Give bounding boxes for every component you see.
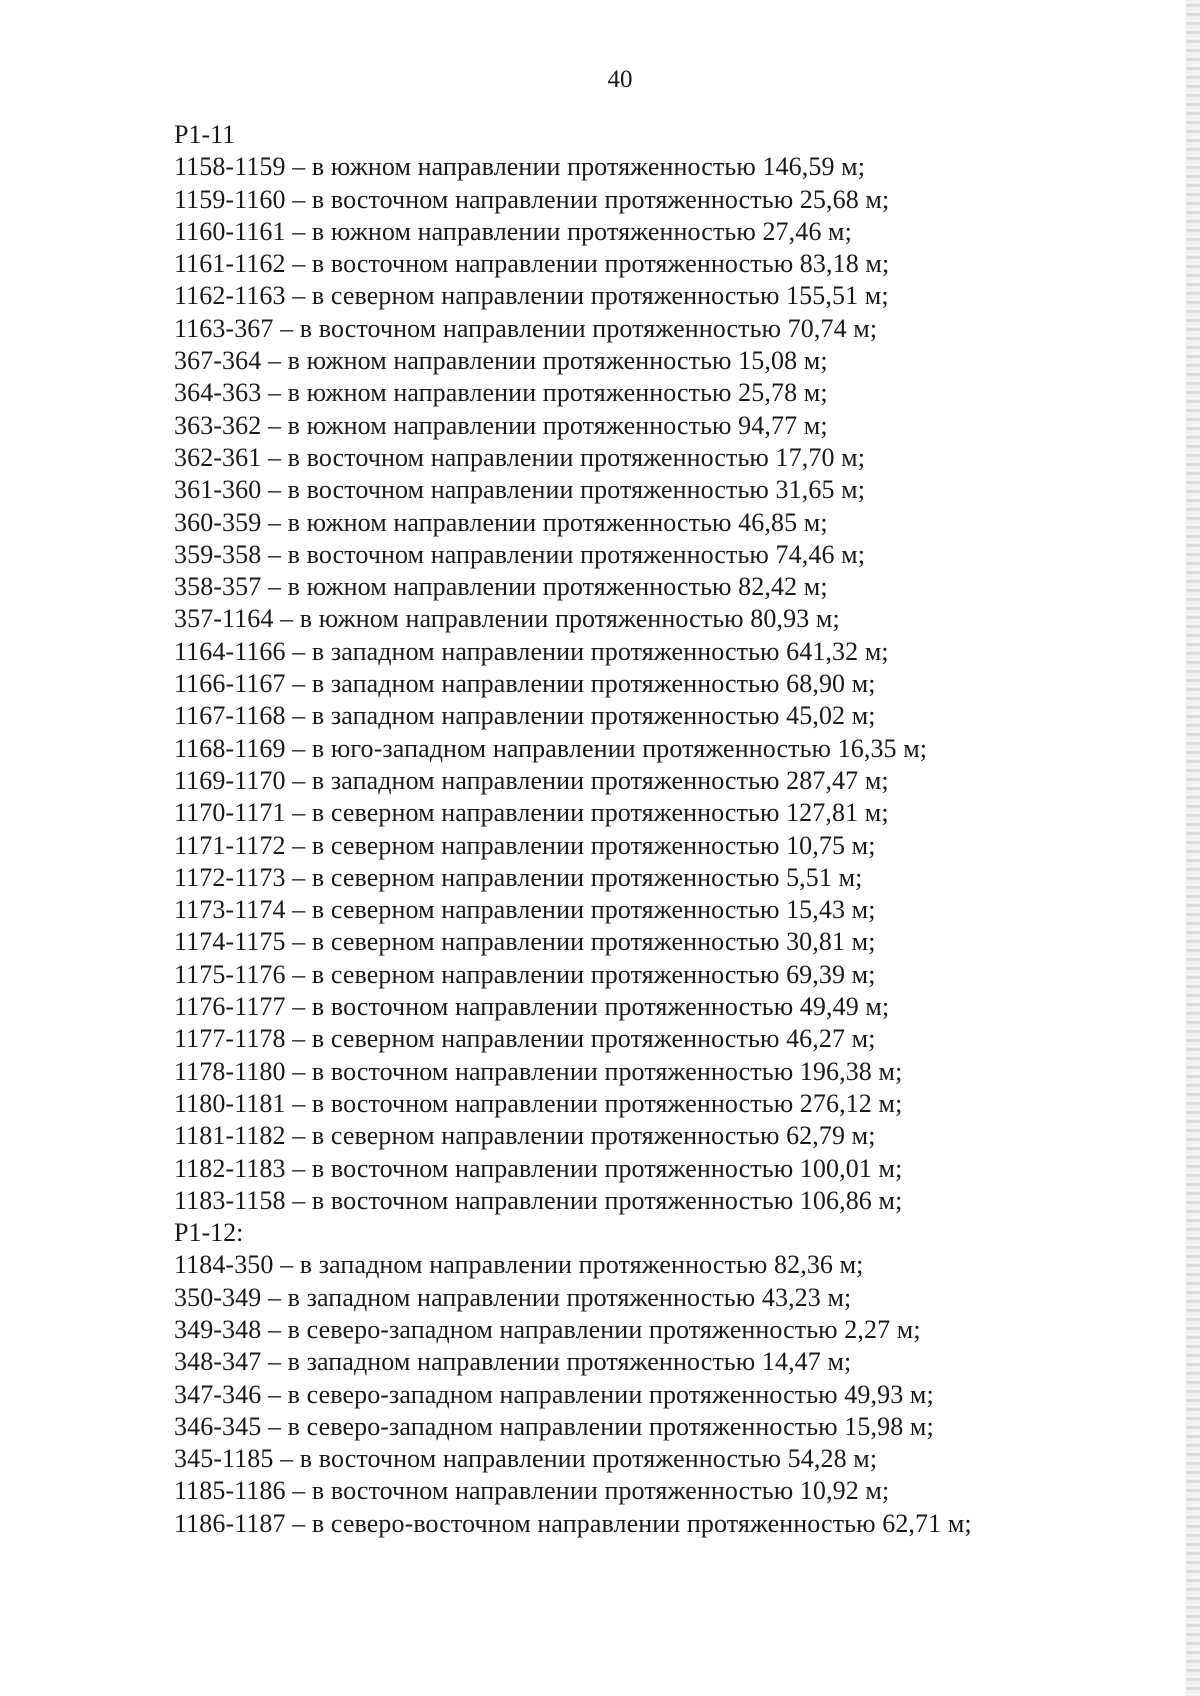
page-number: 40 [607,66,633,93]
boundary-line: 1160-1161 – в южном направлении протяженностью 27,46 м; [174,216,852,246]
boundary-line: 1178-1180 – в восточном направлении протяженностью 196,38 м; [174,1056,903,1086]
boundary-line: 1162-1163 – в северном направлении протяженностью 155,51 м; [174,281,889,311]
boundary-line: 1173-1174 – в северном направлении протяженностью 15,43 м; [174,895,876,925]
boundary-line: 349-348 – в северо-западном направлении протяженностью 2,27 м; [174,1314,921,1344]
boundary-line: 1170-1171 – в северном направлении протяженностью 127,81 м; [174,798,889,828]
boundary-line: 1180-1181 – в восточном направлении протяженностью 276,12 м; [174,1088,903,1118]
scan-edge-artifact [1186,0,1200,1696]
boundary-line: 1174-1175 – в северном направлении протяженностью 30,81 м; [174,927,876,957]
document-body [174,119,1174,1540]
section-label: Р1-11 [174,120,236,149]
boundary-line: 357-1164 – в южном направлении протяженностью 80,93 м; [174,604,840,634]
boundary-line: 1186-1187 – в северо-восточном направлении протяженностью 62,71 м; [174,1508,972,1538]
boundary-line: 1164-1166 – в западном направлении протяженностью 641,32 м; [174,636,889,666]
boundary-line: 1171-1172 – в северном направлении протяженностью 10,75 м; [174,830,876,860]
boundary-line: 364-363 – в южном направлении протяженностью 25,78 м; [174,378,828,408]
boundary-line: 1168-1169 – в юго-западном направлении протяженностью 16,35 м; [174,733,928,763]
boundary-line: 347-346 – в северо-западном направлении протяженностью 49,93 м; [174,1379,934,1409]
boundary-line: 359-358 – в восточном направлении протяженностью 74,46 м; [174,539,866,569]
boundary-line: 362-361 – в восточном направлении протяженностью 17,70 м; [174,442,866,472]
boundary-line: 361-360 – в восточном направлении протяженностью 31,65 м; [174,475,866,505]
boundary-line: 1177-1178 – в северном направлении протяженностью 46,27 м; [174,1024,876,1054]
boundary-line: 348-347 – в западном направлении протяженностью 14,47 м; [174,1347,852,1377]
boundary-line: 345-1185 – в восточном направлении протяженностью 54,28 м; [174,1444,878,1474]
boundary-line: 1172-1173 – в северном направлении протяженностью 5,51 м; [174,862,863,892]
boundary-line: 363-362 – в южном направлении протяженностью 94,77 м; [174,410,828,440]
boundary-line: 1166-1167 – в западном направлении протяженностью 68,90 м; [174,669,876,699]
boundary-line: 1176-1177 – в восточном направлении протяженностью 49,49 м; [174,992,890,1022]
section-r1-12 [174,1217,1174,1540]
boundary-line: 1158-1159 – в южном направлении протяженностью 146,59 м; [174,152,866,182]
boundary-line: 1175-1176 – в северном направлении протяженностью 69,39 м; [174,959,876,989]
boundary-line: 358-357 – в южном направлении протяженностью 82,42 м; [174,572,828,602]
boundary-line: 1182-1183 – в восточном направлении протяженностью 100,01 м; [174,1153,903,1183]
boundary-line: 350-349 – в западном направлении протяженностью 43,23 м; [174,1282,852,1312]
boundary-line: 1185-1186 – в восточном направлении протяженностью 10,92 м; [174,1476,890,1506]
boundary-line: 1167-1168 – в западном направлении протяженностью 45,02 м; [174,701,876,731]
boundary-line: 1183-1158 – в восточном направлении протяженностью 106,86 м; [174,1185,903,1215]
boundary-line: 367-364 – в южном направлении протяженностью 15,08 м; [174,346,828,376]
boundary-line: 1159-1160 – в восточном направлении протяженностью 25,68 м; [174,184,890,214]
boundary-line: 1163-367 – в восточном направлении протяженностью 70,74 м; [174,313,878,343]
section-r1-11 [174,119,1174,1217]
boundary-line: 1161-1162 – в восточном направлении протяженностью 83,18 м; [174,249,890,279]
boundary-line: 1184-350 – в западном направлении протяженностью 82,36 м; [174,1250,864,1280]
boundary-line: 1169-1170 – в западном направлении протяженностью 287,47 м; [174,765,889,795]
section-label: Р1-12: [174,1218,244,1248]
boundary-line: 346-345 – в северо-западном направлении протяженностью 15,98 м; [174,1411,934,1441]
boundary-line: 1181-1182 – в северном направлении протяженностью 62,79 м; [174,1121,876,1151]
boundary-line: 360-359 – в южном направлении протяженностью 46,85 м; [174,507,828,537]
